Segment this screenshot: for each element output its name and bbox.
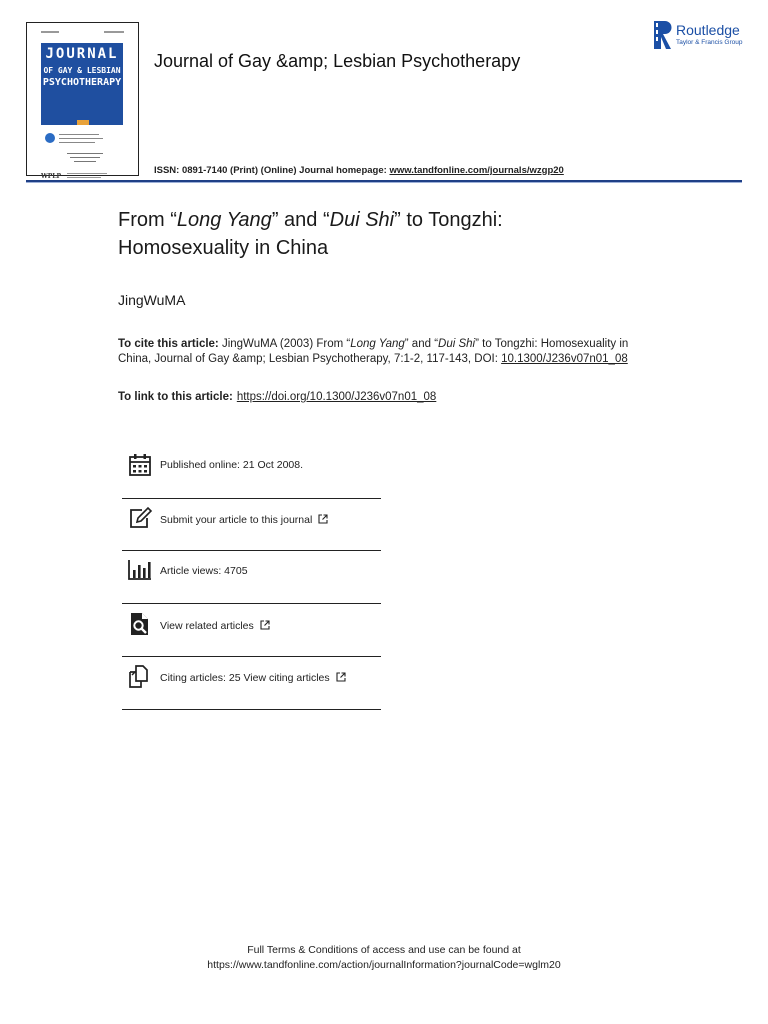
cover-title-line2: OF GAY & LESBIAN — [43, 66, 121, 75]
citing-label: Citing articles: 25 View citing articles — [160, 672, 330, 684]
terms-footer — [0, 943, 768, 973]
title-text-3: ” to Tongzhi: — [394, 209, 503, 231]
doi-link[interactable]: 10.1300/J236v07n01_08 — [501, 353, 628, 365]
routledge-r-icon — [654, 21, 672, 49]
article-title — [118, 206, 678, 262]
related-row[interactable] — [122, 612, 381, 638]
cover-society-logo — [45, 131, 115, 151]
cite-text-1: JingWuMA (2003) From “ — [218, 338, 351, 350]
journal-cover-image — [26, 22, 139, 180]
related-label: View related articles — [160, 620, 254, 632]
submit-article-link[interactable] — [160, 514, 328, 526]
document-search-icon — [128, 612, 152, 636]
article-link-line — [118, 391, 658, 403]
terms-url[interactable]: https://www.tandfonline.com/action/journalInformation?journalCode=wglm20 — [207, 959, 561, 971]
title-text-2: ” and “ — [271, 209, 330, 231]
submit-row[interactable] — [122, 506, 381, 532]
title-line-2: Homosexuality in China — [118, 237, 329, 259]
issn-text: ISSN: 0891-7140 (Print) (Online) Journal homepage: — [154, 165, 390, 176]
publisher-logo[interactable] — [654, 21, 749, 51]
cover-topline — [41, 31, 124, 34]
cite-italic-1: Long Yang — [350, 338, 405, 350]
article-doi-url[interactable]: https://doi.org/10.1300/J236v07n01_08 — [236, 391, 437, 403]
info-divider-1 — [122, 498, 381, 499]
published-date: Published online: 21 Oct 2008. — [160, 459, 304, 471]
info-divider-3 — [122, 603, 381, 604]
issn-line — [154, 165, 564, 176]
cite-label: To cite this article: — [118, 338, 219, 350]
published-row — [122, 453, 381, 479]
external-link-icon — [260, 620, 270, 630]
journal-homepage-link[interactable]: www.tandfonline.com/journals/wzgp20 — [389, 165, 564, 176]
submit-label: Submit your article to this journal — [160, 514, 313, 526]
link-label: To link to this article: — [118, 391, 233, 403]
terms-line-1: Full Terms & Conditions of access and use can be found at — [247, 944, 521, 956]
cover-title-line1: JOURNAL — [45, 46, 119, 62]
info-divider-2 — [122, 550, 381, 551]
cover-title-block — [41, 43, 123, 125]
publisher-subtitle: Taylor & Francis Group — [676, 39, 743, 46]
view-related-link[interactable] — [160, 620, 270, 632]
citation-block — [118, 337, 658, 367]
citing-articles-link[interactable] — [160, 672, 346, 684]
citing-documents-icon — [128, 664, 152, 688]
cite-italic-2: Dui Shi — [438, 338, 476, 350]
cover-title-line3: PSYCHOTHERAPY — [42, 77, 122, 88]
bar-chart-icon — [128, 558, 152, 582]
header-divider-light — [26, 182, 742, 183]
article-views-count: Article views: 4705 — [160, 565, 248, 577]
title-text-1: From “ — [118, 209, 177, 231]
cover-contents-lines — [67, 153, 103, 165]
article-author: JingWuMA — [118, 292, 186, 308]
cover-publisher-mark: WPLP — [41, 173, 61, 180]
journal-title: Journal of Gay &amp; Lesbian Psychotherapy — [154, 51, 521, 71]
external-link-icon — [318, 514, 328, 524]
views-row — [122, 558, 381, 584]
title-italic-1: Long Yang — [176, 209, 272, 231]
cite-text-3: ” to Tongzhi: Homosexuality in China, Journal of Gay &amp; Lesbian Psychotherapy, 7:1-2, 117-143, DOI: — [118, 338, 629, 365]
info-divider-5 — [122, 709, 381, 710]
cover-accent-bar — [77, 120, 89, 125]
cite-text-2: ” and “ — [404, 338, 439, 350]
info-divider-4 — [122, 656, 381, 657]
edit-pencil-icon — [128, 506, 152, 530]
external-link-icon — [336, 672, 346, 682]
publisher-name: Routledge — [676, 22, 740, 38]
calendar-icon — [128, 453, 152, 477]
title-italic-2: Dui Shi — [329, 209, 395, 231]
citing-row[interactable] — [122, 664, 381, 690]
